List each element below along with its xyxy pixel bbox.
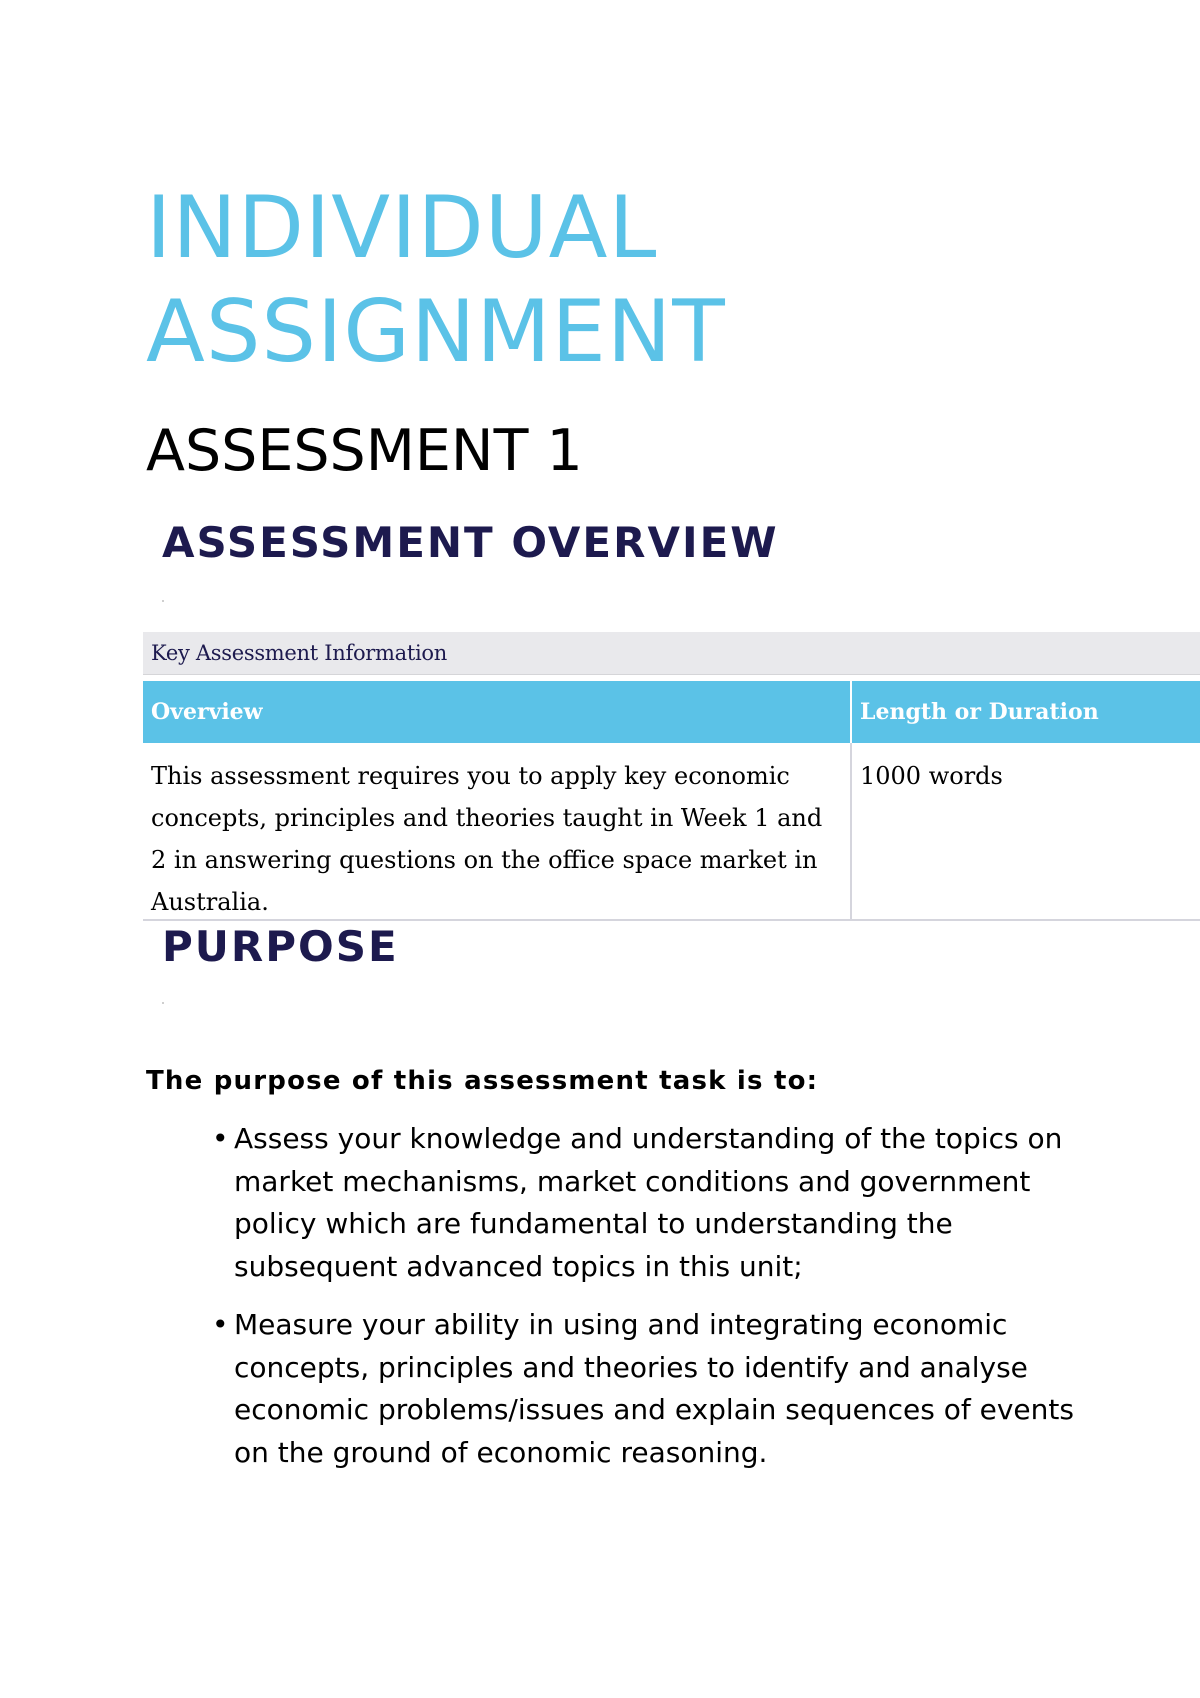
- length-cell: 1000 words: [860, 762, 1003, 790]
- table-caption: Key Assessment Information: [143, 632, 1200, 674]
- assessment-overview-heading: ASSESSMENT OVERVIEW: [162, 518, 779, 567]
- anchor-mark: [162, 600, 164, 602]
- list-item: [196, 1304, 1076, 1474]
- overview-cell: This assessment requires you to apply key economic concepts, principles and theories taught in Week 1 and 2 in answering questions on the office space market in Australia.: [143, 743, 852, 919]
- bullet-icon: •: [212, 1308, 229, 1341]
- purpose-list: [196, 1118, 1076, 1490]
- header-length: Length or Duration: [860, 699, 1099, 725]
- table-row: [143, 743, 1200, 921]
- bullet-icon: •: [212, 1122, 229, 1155]
- purpose-item-text: Assess your knowledge and understanding of the topics on market mechanisms, market conditions and government policy which are fundamental to understanding the subsequent advanced topics in this unit;: [234, 1122, 1063, 1283]
- anchor-mark: [162, 1002, 164, 1004]
- table-header-row: [143, 681, 1200, 743]
- key-assessment-table: [143, 632, 1200, 921]
- table-divider: [143, 674, 1200, 681]
- purpose-intro: The purpose of this assessment task is to:: [146, 1066, 819, 1096]
- title-line-1: INDIVIDUAL: [146, 178, 658, 278]
- document-title: [146, 176, 726, 384]
- header-overview: Overview: [143, 681, 852, 743]
- purpose-heading: PURPOSE: [162, 922, 399, 971]
- purpose-item-text: Measure your ability in using and integrating economic concepts, principles and theories to identify and analyse economic problems/issues and explain sequences of events on the ground of economic reasoning.: [234, 1308, 1074, 1469]
- assessment-number: ASSESSMENT 1: [146, 418, 583, 484]
- title-line-2: ASSIGNMENT: [146, 282, 726, 382]
- list-item: [196, 1118, 1076, 1288]
